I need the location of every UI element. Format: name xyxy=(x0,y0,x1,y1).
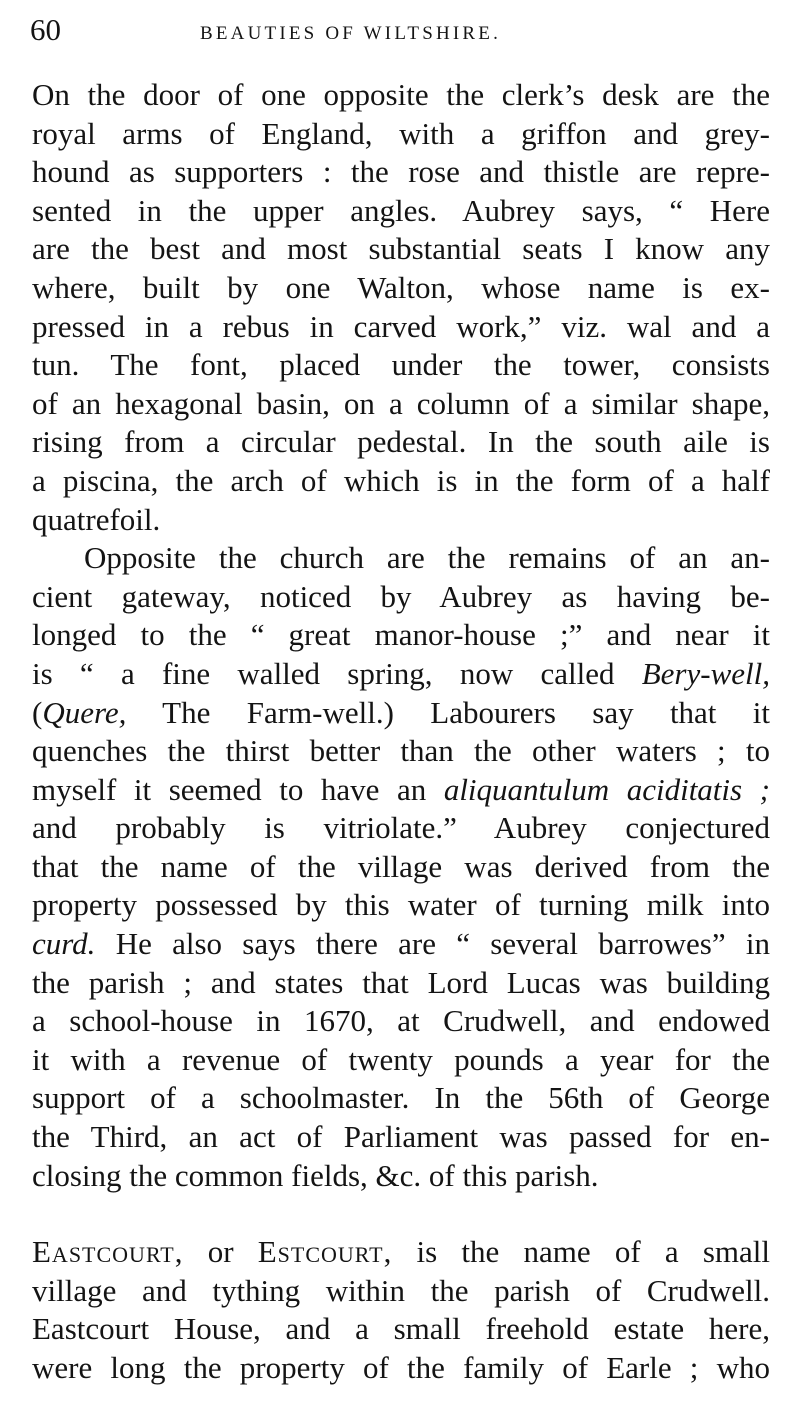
text-line: are the best and most substantial seats I know any xyxy=(32,231,770,267)
place-name-small-caps: Eastcourt, xyxy=(32,1234,184,1270)
paragraph-1 xyxy=(32,76,770,539)
text-line: quenches the thirst better than the other waters ; to xyxy=(32,733,770,769)
text-line: pressed in a rebus in carved work,” viz. wal and a xyxy=(32,308,770,344)
running-title: BEAUTIES OF WILTSHIRE. xyxy=(200,23,502,44)
text-run: is the name of a small xyxy=(392,1234,770,1270)
text-run: myself it seemed to have an xyxy=(32,771,444,807)
text-line: it with a revenue of twenty pounds a year for the xyxy=(32,1041,770,1077)
text-run: is “ a fine walled spring, now called xyxy=(32,655,642,691)
text-line: royal arms of England, with a griffon and grey- xyxy=(32,115,770,151)
text-line: quatrefoil. xyxy=(32,501,161,537)
text-line: the parish ; and states that Lord Lucas was building xyxy=(32,964,770,1000)
text-line: that the name of the village was derived from the xyxy=(32,848,770,884)
text-line: and probably is vitriolate.” Aubrey conjectured xyxy=(32,810,770,846)
italic-term-quere: Quere, xyxy=(42,694,127,730)
text-line: the Third, an act of Parliament was passed for en- xyxy=(32,1119,770,1155)
text-line: longed to the “ great manor-house ;” and near it xyxy=(32,617,770,653)
section-gap xyxy=(32,1195,770,1233)
text-line: of an hexagonal basin, on a column of a similar shape, xyxy=(32,385,770,421)
text-line: tun. The font, placed under the tower, consists xyxy=(32,347,770,383)
text-run: ( xyxy=(32,694,43,730)
text-line: rising from a circular pedestal. In the south aile is xyxy=(32,424,770,460)
text-line: sented in the upper angles. Aubrey says, “ Here xyxy=(32,192,770,228)
italic-term-bery-well: Bery-well, xyxy=(641,655,770,691)
text-run: or xyxy=(183,1234,258,1270)
body-text xyxy=(32,76,770,1388)
text-line: were long the property of the family of Earle ; who xyxy=(32,1350,770,1385)
text-line: support of a schoolmaster. In the 56th of George xyxy=(32,1080,770,1116)
paragraph-2 xyxy=(32,539,770,1195)
text-line xyxy=(32,1233,770,1272)
italic-latin-phrase: aliquantulum aciditatis ; xyxy=(443,771,770,807)
text-line: village and tything within the parish of Crudwell. xyxy=(32,1272,770,1308)
text-run: The Farm-well.) Labourers say that it xyxy=(126,694,770,730)
text-line xyxy=(32,925,770,964)
text-line: cient gateway, noticed by Aubrey as having be- xyxy=(32,578,770,614)
text-line xyxy=(32,655,770,694)
text-line: a school-house in 1670, at Crudwell, and endowed xyxy=(32,1003,770,1039)
page-number: 60 xyxy=(30,12,61,47)
text-line: closing the common fields, &c. of this parish. xyxy=(32,1157,599,1193)
place-name-small-caps: Estcourt, xyxy=(257,1234,393,1270)
text-line: Opposite the church are the remains of an an- xyxy=(84,540,770,576)
text-line: Eastcourt House, and a small freehold estate here, xyxy=(32,1311,770,1347)
text-run: He also says there are “ several barrowes” in xyxy=(95,926,770,962)
text-line: property possessed by this water of turning milk into xyxy=(32,887,770,923)
text-line xyxy=(32,694,770,733)
text-line: hound as supporters : the rose and thistle are repre- xyxy=(32,154,770,190)
text-line: where, built by one Walton, whose name is ex- xyxy=(32,269,770,305)
text-line: On the door of one opposite the clerk’s desk are the xyxy=(32,77,770,112)
italic-term-curd: curd. xyxy=(32,926,96,962)
text-line xyxy=(32,771,770,810)
page-header xyxy=(30,10,770,50)
paragraph-3 xyxy=(32,1233,770,1387)
text-line: a piscina, the arch of which is in the form of a half xyxy=(32,462,770,498)
